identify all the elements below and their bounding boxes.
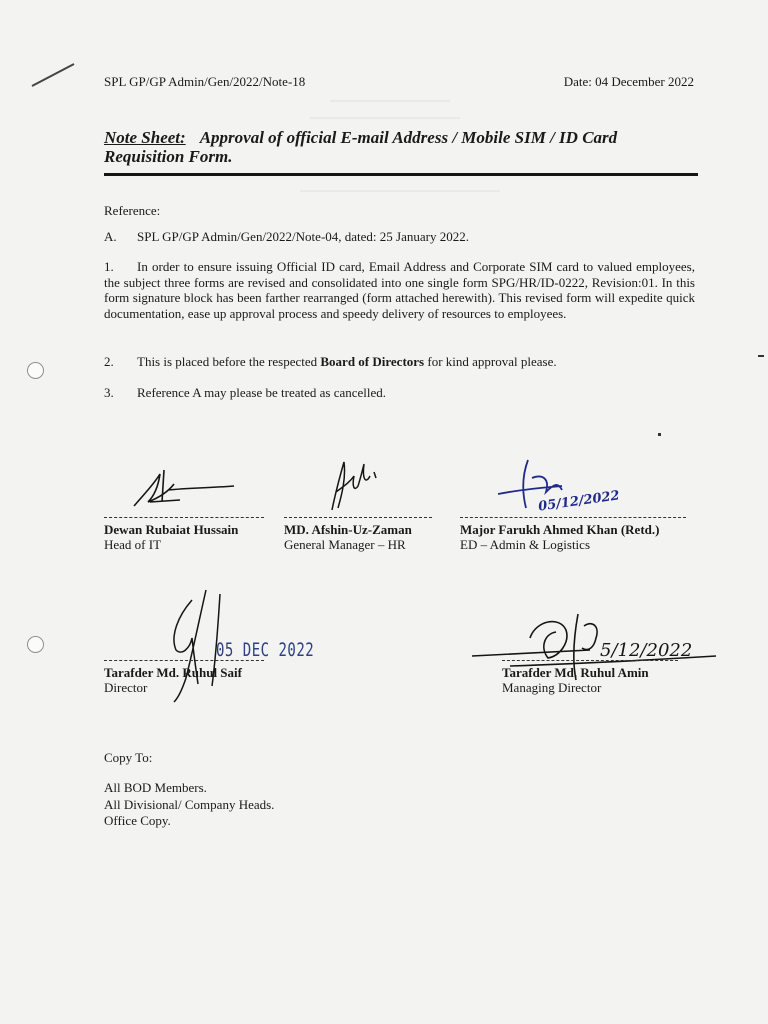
copy-to-heading: Copy To: [104,750,153,765]
paragraph-text-end: for kind approval please. [424,354,557,369]
date-line: Date: 04 December 2022 [563,74,694,89]
reference-item-a [104,229,469,245]
date-stamp: 05 DEC 2022 [216,640,315,662]
signatory-director [104,660,264,695]
signature-line [460,517,686,518]
bleed-through-mark [330,100,450,102]
paragraph-text: In order to ensure issuing Official ID card, Email Address and Corporate SIM card to valued employees, the subject three forms are revised and consolidated into one single form SPG/HR/ID-0222, Revision:01. In this form signature block has been farther rearranged (form attached herewith). This revised form will expedite quick documentation, ease up approval process and speedy delivery of resources to employees. [104,259,695,321]
bleed-through-mark [300,190,500,192]
page-title [104,128,698,166]
paragraph-3 [104,385,386,401]
signature-ed-admin [488,456,598,526]
copy-to-list [104,780,274,830]
signatory-name: Major Farukh Ahmed Khan (Retd.) [460,522,660,537]
punch-hole [27,362,44,379]
reference-item-text: SPL GP/GP Admin/Gen/2022/Note-04, dated: 25 January 2022. [137,229,469,244]
signatory-title: Director [104,680,148,695]
signature-line [104,517,264,518]
paragraph-text: This is placed before the respected [137,354,321,369]
copy-to-item: All BOD Members. [104,780,207,795]
signature-line [502,660,678,661]
copy-to-item: All Divisional/ Company Heads. [104,796,275,812]
signatory-gm-hr [284,517,432,552]
pen-mark [30,60,80,90]
title-text: Approval of official E-mail Address / Mobile SIM / ID Card Requisition Form. [104,128,618,166]
paragraph-1 [104,259,695,321]
handwritten-date-md: 5/12/2022 [600,640,693,661]
signatory-title: General Manager – HR [284,537,406,552]
paragraph-number: 3. [104,385,114,400]
signatory-head-of-it [104,517,264,552]
signatory-title: Head of IT [104,537,162,552]
paragraph-text: Reference A may please be treated as cancelled. [137,385,387,400]
copy-to-item: Office Copy. [104,813,171,828]
reference-number: SPL GP/GP Admin/Gen/2022/Note-18 [104,74,306,89]
paragraph-bold-text: Board of Directors [320,354,425,369]
signatory-ed-admin [460,517,686,552]
title-lead: Note Sheet: [104,128,186,147]
handwritten-date-ed-admin: 05/12/2022 [537,488,621,515]
signature-line [284,517,432,518]
paragraph-number: 1. [104,259,114,274]
bleed-through-mark [310,117,460,119]
reference-item-label: A. [104,229,117,244]
signatory-name: Tarafder Md. Ruhul Amin [502,665,649,680]
signature-head-of-it [128,462,238,512]
paragraph-number: 2. [104,354,114,369]
signature-line [104,660,264,661]
title-rule [104,173,698,176]
signatory-name: Tarafder Md. Ruhul Saif [104,665,242,680]
paragraph-2 [104,354,557,370]
signature-gm-hr [326,452,386,514]
speck-mark [658,433,662,437]
reference-heading: Reference: [104,203,161,218]
signatory-name: MD. Afshin-Uz-Zaman [284,522,412,537]
speck-mark [758,355,764,359]
signatory-title: ED – Admin & Logistics [460,537,590,552]
signatory-title: Managing Director [502,680,602,695]
signatory-name: Dewan Rubaiat Hussain [104,522,239,537]
punch-hole [27,636,44,653]
signatory-managing-director [502,660,678,695]
